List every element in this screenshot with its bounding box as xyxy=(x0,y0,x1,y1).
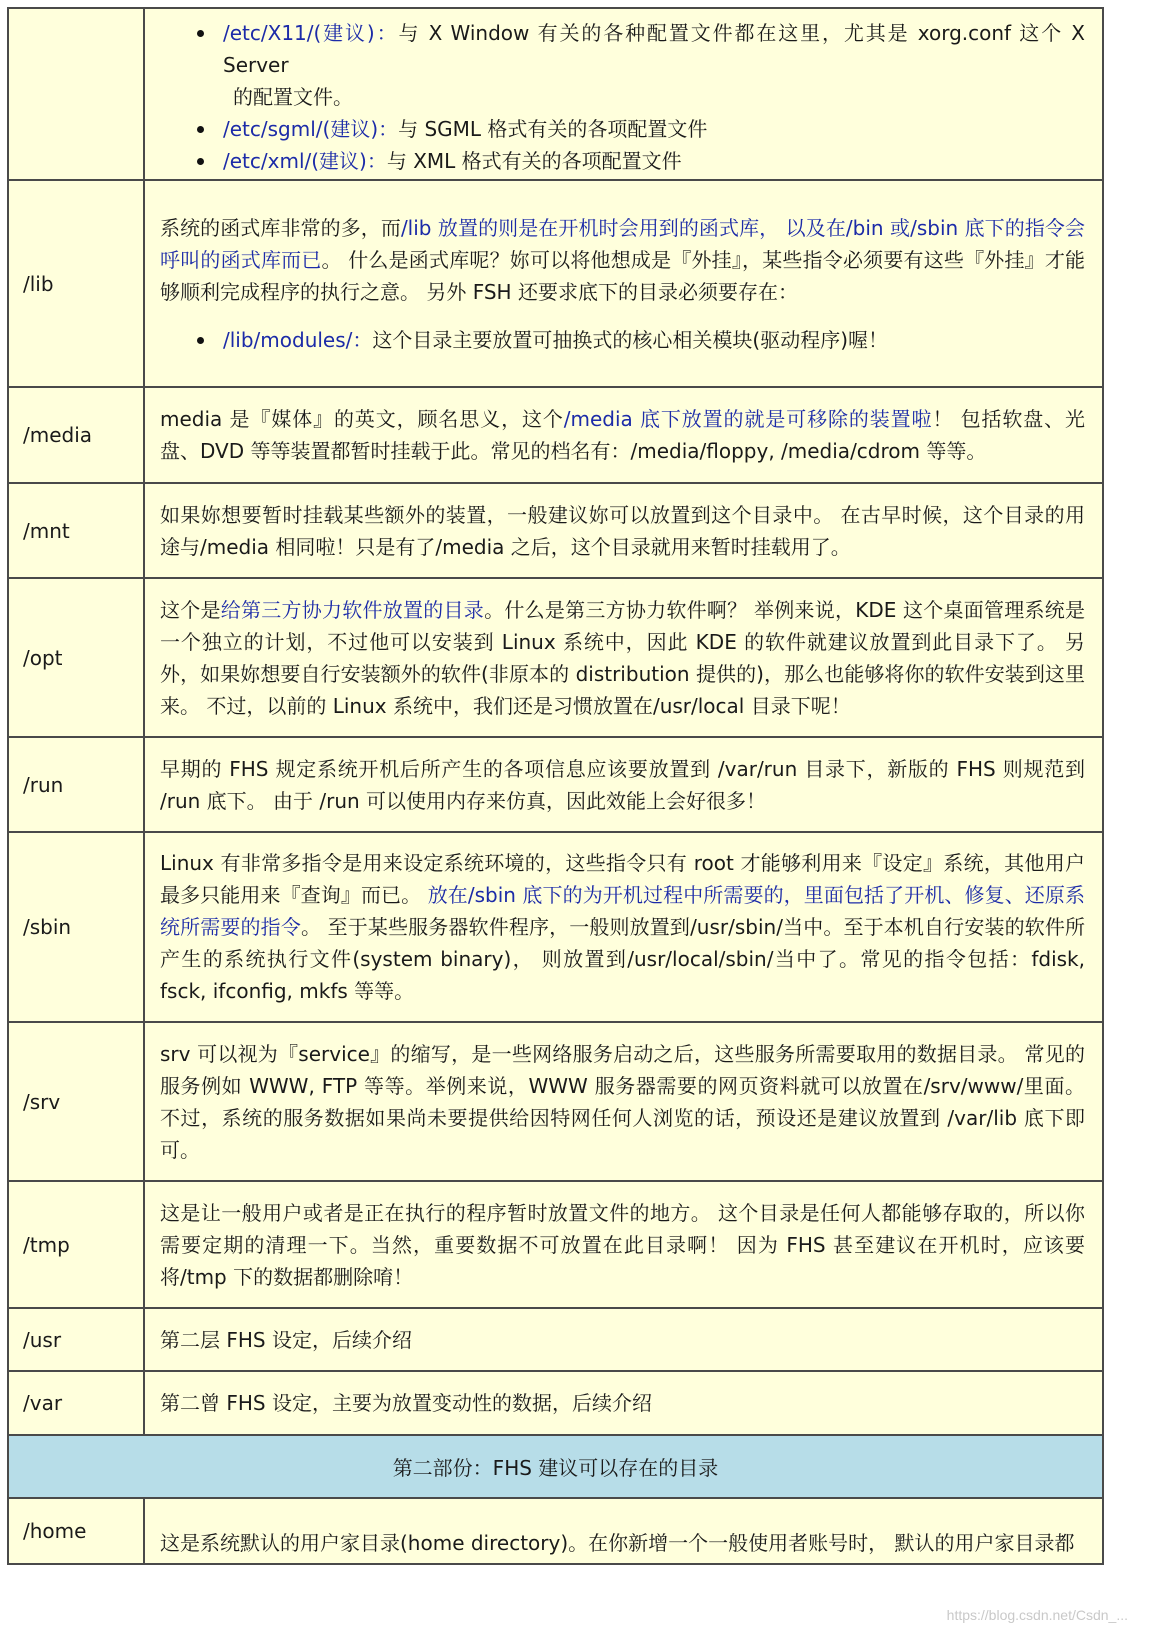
dir-name-lib: /lib xyxy=(8,180,144,387)
subdir-path: /etc/X11/(建议)： xyxy=(223,21,399,45)
watermark: https://blog.csdn.net/Csdn_... xyxy=(946,1607,1128,1623)
table-row-etc-continued xyxy=(8,8,1103,180)
subdir-desc: 与 XML 格式有关的各项配置文件 xyxy=(386,149,682,173)
desc-text: 。什么是第三方协力软件啊？ 举例来说，KDE 这个桌面管理系统是一个独立的计划，不过他可以安装到 Linux 系统中，因此 KDE 的软件就建议放置到此目录下了。 另外，如果妳想要自行安装额外的软件(非原本的 distribution 提供的)，那么也能够将你的软件安装到这里来。 不过，以前的 Linux 系统中，我们还是习惯放置在/usr/local 目录下呢！ xyxy=(160,597,1086,718)
desc-text: 。 至于某些服务器软件程序，一般则放置到/usr/sbin/当中。至于本机自行安装的软件所产生的系统执行文件(system binary)， 则放置到/usr/local/sbin/当中了。常见的指令包括：fdisk, fsck, ifconfig, mkfs 等等。 xyxy=(160,915,1085,1003)
desc-cell-sbin xyxy=(144,832,1103,1022)
dir-name-media: /media xyxy=(8,387,144,483)
desc-highlight: 给第三方协力软件放置的目录 xyxy=(220,597,485,622)
table-row-tmp xyxy=(8,1181,1103,1308)
list-item-etc-x11 xyxy=(223,17,1085,113)
dir-cell-empty xyxy=(8,8,144,180)
dir-name-var: /var xyxy=(8,1371,144,1435)
lib-subdir-list xyxy=(160,324,1085,356)
desc-cell-etc xyxy=(144,8,1103,180)
desc-lib-text xyxy=(160,212,1085,308)
section-header-row xyxy=(8,1435,1103,1498)
table-row-opt xyxy=(8,578,1103,737)
subdir-desc: 与 SGML 格式有关的各项配置文件 xyxy=(398,117,708,141)
dir-name-home: /home xyxy=(8,1498,144,1564)
desc-cell-media xyxy=(144,387,1103,483)
list-item-etc-xml xyxy=(223,145,1085,177)
table-row-srv xyxy=(8,1022,1103,1181)
desc-highlight: 放在/sbin 底下的为开机过程中所需要的，里面包括了开机、修复、还原系统所需要的指令 xyxy=(160,883,1086,939)
table-row-home xyxy=(8,1498,1103,1564)
fhs-directory-table xyxy=(7,7,1104,1565)
table-row-media xyxy=(8,387,1103,483)
desc-text: Linux 有非常多指令是用来设定系统环境的，这些指令只有 root 才能够利用来『设定』系统，其他用户最多只能用来『查询』而已。 xyxy=(160,851,1085,907)
desc-text: ！ 包括软盘、光盘、DVD 等等装置都暂时挂载于此。常见的档名有：/media/floppy, /media/cdrom 等等。 xyxy=(160,407,1086,463)
desc-mnt: 如果妳想要暂时挂载某些额外的装置，一般建议妳可以放置到这个目录中。 在古早时候，这个目录的用途与/media 相同啦！只是有了/media 之后，这个目录就用来暂时挂载用了。 xyxy=(144,483,1103,578)
list-item-etc-sgml xyxy=(223,113,1085,145)
etc-subdir-list xyxy=(160,17,1085,177)
desc-usr: 第二层 FHS 设定，后续介绍 xyxy=(144,1308,1103,1371)
desc-text: 。 什么是函式库呢？妳可以将他想成是『外挂』，某些指令必须要有这些『外挂』才能够顺利完成程序的执行之意。 另外 FSH 还要求底下的目录必须要存在： xyxy=(160,247,1086,304)
subdir-desc: 这个目录主要放置可抽换式的核心相关模块(驱动程序)喔！ xyxy=(372,327,889,352)
subdir-desc: 与 X Window 有关的各种配置文件都在这里，尤其是 xorg.conf 这个 X Server xyxy=(223,21,1085,77)
desc-text: media 是『媒体』的英文，顾名思义，这个 xyxy=(160,407,564,431)
dir-name-mnt: /mnt xyxy=(8,483,144,578)
dir-name-sbin: /sbin xyxy=(8,832,144,1022)
desc-cell-lib xyxy=(144,180,1103,387)
section-title: 第二部份：FHS 建议可以存在的目录 xyxy=(8,1435,1103,1498)
desc-run: 早期的 FHS 规定系统开机后所产生的各项信息应该要放置到 /var/run 目录下，新版的 FHS 则规范到 /run 底下。 由于 /run 可以使用内存来仿真，因此效能上会好很多！ xyxy=(144,737,1103,832)
desc-cell-opt xyxy=(144,578,1103,737)
table-row-sbin xyxy=(8,832,1103,1022)
desc-text: 系统的函式库非常的多，而 xyxy=(160,215,401,240)
desc-highlight: /media 底下放置的就是可移除的装置啦 xyxy=(563,407,933,431)
desc-var: 第二曾 FHS 设定，主要为放置变动性的数据，后续介绍 xyxy=(144,1371,1103,1435)
desc-tmp: 这是让一般用户或者是正在执行的程序暂时放置文件的地方。 这个目录是任何人都能够存取的，所以你需要定期的清理一下。当然，重要数据不可放置在此目录啊！ 因为 FHS 甚至建议在开机时，应该要将/tmp 下的数据都删除唷！ xyxy=(144,1181,1103,1308)
dir-name-srv: /srv xyxy=(8,1022,144,1181)
table-row-usr xyxy=(8,1308,1103,1371)
dir-name-tmp: /tmp xyxy=(8,1181,144,1308)
desc-home: 这是系统默认的用户家目录(home directory)。在你新增一个一般使用者账号时， 默认的用户家目录都 xyxy=(144,1498,1103,1564)
table-row-run xyxy=(8,737,1103,832)
list-item-lib-modules xyxy=(223,324,1085,356)
dir-name-opt: /opt xyxy=(8,578,144,737)
table-row-var xyxy=(8,1371,1103,1435)
subdir-path: /etc/xml/(建议)： xyxy=(223,149,387,173)
desc-text: 这个是 xyxy=(160,597,221,622)
table-row-mnt xyxy=(8,483,1103,578)
dir-name-usr: /usr xyxy=(8,1308,144,1371)
desc-srv: srv 可以视为『service』的缩写，是一些网络服务启动之后，这些服务所需要取用的数据目录。 常见的服务例如 WWW, FTP 等等。举例来说，WWW 服务器需要的网页资料就可以放置在/srv/www/里面。 不过，系统的服务数据如果尚未要提供给因特网任何人浏览的话，预设还是建议放置到 /var/lib 底下即可。 xyxy=(144,1022,1103,1181)
table-row-lib xyxy=(8,180,1103,387)
subdir-path: /etc/sgml/(建议)： xyxy=(223,117,399,141)
desc-highlight: /lib 放置的则是在开机时会用到的函式库， 以及在/bin 或/sbin 底下的指令会呼叫的函式库而已 xyxy=(160,215,1085,272)
subdir-path: /lib/modules/： xyxy=(223,327,373,352)
dir-name-run: /run xyxy=(8,737,144,832)
subdir-desc-cont: 的配置文件。 xyxy=(233,85,353,109)
